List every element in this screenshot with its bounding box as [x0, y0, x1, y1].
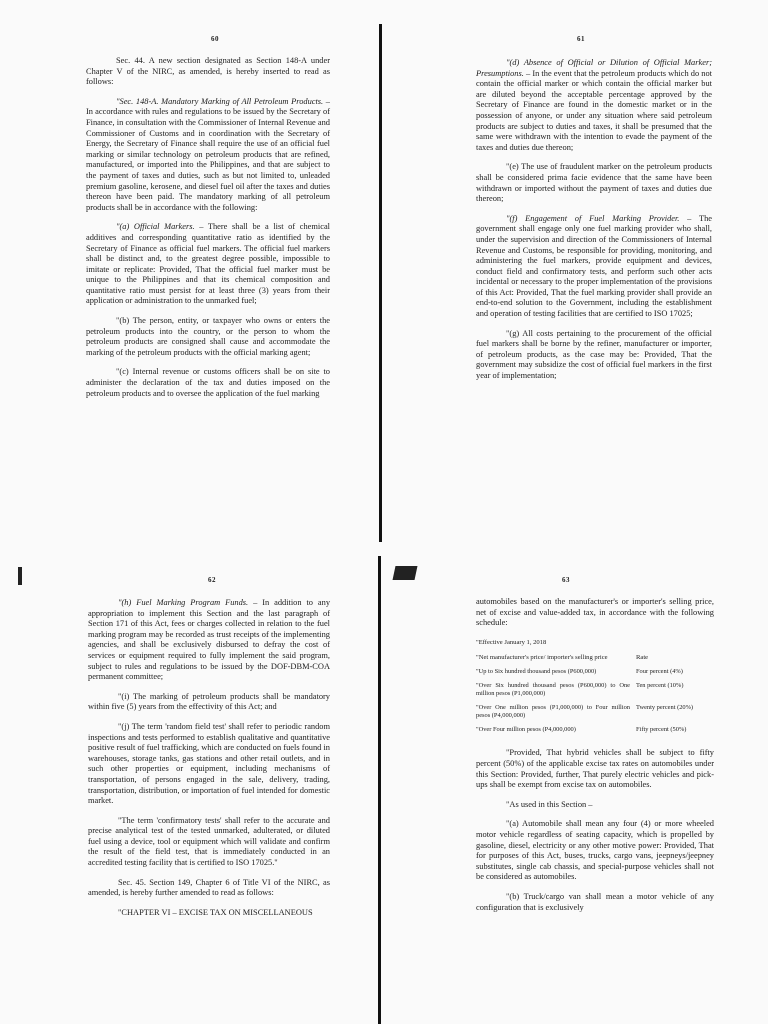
clause-e: "(e) The use of fraudulent marker on the petroleum products shall be considered prima facie evidence that the same have been withdrawn or imported without the payment of taxes and duties due thereon;: [476, 162, 712, 204]
page-63-text: [476, 597, 714, 922]
page-number: 60: [211, 35, 219, 43]
page-number: 63: [562, 576, 570, 584]
header-price: "Net manufacturer's price/ importer's selling price: [476, 654, 608, 662]
rate-schedule-table: [476, 654, 714, 740]
clause-g: "(g) All costs pertaining to the procurement of the official fuel markers shall be borne by the refiner, manufacturer or importer, of petroleum products, as the case may be: Provided, That the government may subsidize the cost of official fuel markers in the first year of implementation;: [476, 328, 712, 381]
section-148a-body: – In accordance with rules and regulations to be issued by the Secretary of Finance, in consultation with the Commissioner of Internal Revenue and Commissioner of Customs and in coordination with the Secretary of Energy, the Secretary of Finance shall require the use of an official fuel marking or similar technology on petroleum products that are refined, manufactured, or imported into the Philippines, and that are subject to the payment of taxes and duties, such as but not limited to, unleaded premium gasoline, kerosene, and diesel fuel oil after the taxes and duties thereon have been paid. The mandatory marking of all petroleum products shall be in accordance with the following:: [86, 96, 330, 212]
clause-d-body: – In the event that the petroleum products which do not contain the official marker or which contain the official marker but are diluted beyond the acceptable percentage approved by the Secretary of Finance are found in the domestic market or in the possession of anyone, or under any situation where said petroleum products are subject to duties and taxes, it shall be presumed that the same were withdrawn with the intention to evade the payment of the taxes and duties due thereon;: [476, 68, 712, 152]
clause-h-heading: "(h) Fuel Marking Program Funds.: [118, 598, 249, 607]
clause-h: [88, 598, 330, 683]
clause-a-body: – There shall be a list of chemical additives and corresponding quantitative ratio as identified by the Secretary of Finance as official fuel markers. The official fuel markers shall be distinct and, to the greatest degree possible, impossible to imitate or replicate: Provided, That the official fuel marker must be unique to the Philippines and that its chemical composition and quantitative ratio must persist for at least three (3) years from their application or administration to the unmarked fuel;: [86, 222, 330, 306]
page-62-text: [88, 598, 330, 927]
page-62: [0, 512, 384, 1024]
clause-a: [86, 222, 330, 307]
clause-b: "(b) The person, entity, or taxpayer who owns or enters the petroleum products into the country, or the person to whom the petroleum products are consigned shall cause and accommodate the marking of the petroleum products with the official marking agent;: [86, 316, 330, 357]
row-rate: Twenty percent (20%): [636, 704, 694, 712]
table-row: [476, 726, 714, 740]
clause-i: "(i) The marking of petroleum products shall be mandatory within five (5) years from the effectivity of this Act; and: [88, 691, 330, 712]
truck-definition: "(b) Truck/cargo van shall mean a motor vehicle of any configuration that is exclusively: [476, 891, 714, 912]
page-number: 61: [577, 35, 585, 43]
section-148a-paragraph: [86, 97, 330, 214]
table-header-row: [476, 654, 714, 668]
clause-h-body: – In addition to any appropriation to implement this Section and the last paragraph of Section 171 of this Act, fees or charges collected in relation to the fuel marking program may be recorded as trust receipts of the implementing agencies, and shall be exclusively disbursed to defray the cost of services or equipment required to fully implement the said program, subject to rules and regulations to be issued by the DOF-DBM-COA permanent committee;: [88, 598, 331, 682]
clause-d: [476, 58, 712, 153]
effective-date: "Effective January 1, 2018: [476, 638, 547, 646]
clause-a-heading: "(a) Official Markers.: [116, 222, 195, 232]
binder-edge-mark: [18, 567, 22, 585]
row-price: "Over One million pesos (P1,000,000) to Four million pesos (P4,000,000): [476, 704, 630, 720]
row-rate: Four percent (4%): [636, 668, 683, 676]
confirmatory-tests-definition: "The term 'confirmatory tests' shall refer to the accurate and precise analytical test of the tested unmarked, adulterated, or diluted fuel using a device, tool or equipment which will validate and confirm the result of the field test, that is immediately conducted in an accredited testing facility that is certified to ISO 17025.": [88, 815, 330, 868]
page-61: [384, 0, 768, 512]
page-number: 62: [208, 576, 216, 584]
page-60-text: [86, 56, 330, 408]
table-row: [476, 682, 714, 704]
schedule-intro: automobiles based on the manufacturer's or importer's selling price, net of excise and value-added tax, in accordance with the following schedule:: [476, 597, 714, 628]
table-row: [476, 668, 714, 682]
section-45-intro: Sec. 45. Section 149, Chapter 6 of Title VI of the NIRC, as amended, is hereby further amended to read as follows:: [88, 877, 330, 898]
binder-clip-mark: [393, 566, 418, 580]
page-divider: [378, 556, 381, 1024]
page-60: [0, 0, 384, 512]
page-63: [384, 512, 768, 1024]
row-price: "Over Six hundred thousand pesos (P600,000) to One million pesos (P1,000,000): [476, 682, 630, 698]
section-44-intro: Sec. 44. A new section designated as Section 148-A under Chapter V of the NIRC, as amended, is hereby inserted to read as follows:: [86, 56, 330, 87]
hybrid-proviso: "Provided, That hybrid vehicles shall be subject to fifty percent (50%) of the applicable excise tax rates on automobiles under this Section: Provided, further, That purely electric vehicles and pick-ups shall be exempt from excise tax on automobiles.: [476, 748, 714, 790]
clause-f-body: – The government shall engage only one fuel marking provider who shall, under the supervision and direction of the Commissioners of Internal Revenue and Customs, be responsible for providing, monitoring, and administering the fuel markers, provide equipment and devices, conduct field and confirmatory tests, and perform such other acts incidental or necessary to the proper implementation of the provisions of this Act: Provided, That the fuel marking provider shall provide an end-to-end solution to the Government, including the establishment and operation of testing facilities that are certified to ISO 17025;: [476, 213, 712, 319]
table-row: [476, 704, 714, 726]
chapter-vi-heading: "CHAPTER VI – EXCISE TAX ON MISCELLANEOUS: [118, 907, 313, 917]
section-148a-heading: "Sec. 148-A. Mandatory Marking of All Petroleum Products.: [116, 96, 324, 106]
row-price: "Over Four million pesos (P4,000,000): [476, 726, 576, 734]
page-61-text: [476, 58, 712, 391]
page-divider: [379, 24, 382, 542]
definitions-intro: "As used in this Section –: [506, 799, 593, 809]
clause-f-heading: "(f) Engagement of Fuel Marking Provider.: [506, 213, 680, 223]
clause-f: [476, 214, 712, 320]
header-rate: Rate: [636, 654, 649, 662]
row-price: "Up to Six hundred thousand pesos (P600,000): [476, 668, 597, 676]
clause-c: "(c) Internal revenue or customs officers shall be on site to administer the declaration of the tax and duties imposed on the petroleum products and to oversee the application of the fuel marking: [86, 367, 330, 398]
automobile-definition: "(a) Automobile shall mean any four (4) or more wheeled motor vehicle regardless of seating capacity, which is propelled by gasoline, diesel, electricity or any other motive power: Provided, That for purposes of this Act, buses, trucks, cargo vans, jeepneys/jeepney substitutes, single cab chassis, and special-purpose vehicles shall not be considered as automobiles.: [476, 819, 714, 882]
clause-d-heading: "(d) Absence of Official or Dilution of Official Marker; Presumptions.: [476, 58, 712, 78]
clause-j: "(j) The term 'random field test' shall refer to periodic random inspections and tests performed to establish qualitative and quantitative positive result of fuel trafficking, which are conducted on fuels found in warehouses, storage tanks, gas stations and other retail outlets, and in such other properties or equipment, including mechanisms of transportation, of persons engaged in the sale, delivery, trading, transportation, distribution, or importation of fuel intended for domestic market.: [88, 721, 330, 806]
row-rate: Ten percent (10%): [636, 682, 684, 690]
row-rate: Fifty percent (50%): [636, 726, 687, 734]
